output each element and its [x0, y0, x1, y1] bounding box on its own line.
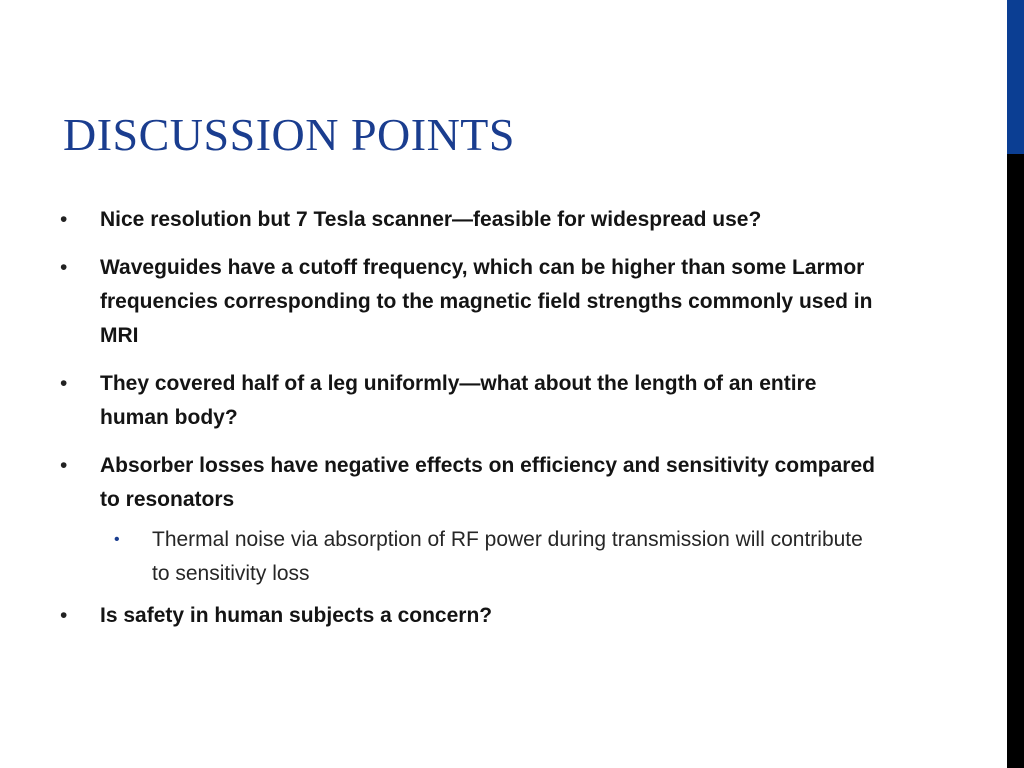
slide-title: DISCUSSION POINTS [63, 109, 515, 160]
bullet-item [60, 599, 890, 633]
bullet-text: Is safety in human subjects a concern? [100, 604, 493, 627]
sub-bullet-item [114, 523, 882, 591]
bullet-text: They covered half of a leg uniformly—what about the length of an entire human body? [100, 372, 817, 429]
bullet-dot-icon: • [60, 604, 68, 627]
bullet-text: Absorber losses have negative effects on efficiency and sensitivity compared to resonators [100, 454, 875, 511]
sub-bullet-text: Thermal noise via absorption of RF power during transmission will contribute to sensitivity loss [152, 528, 863, 585]
bullet-dot-icon: • [60, 372, 68, 395]
bullet-dot-icon: • [60, 208, 68, 231]
bullet-list [60, 203, 890, 647]
bullet-item [60, 251, 890, 353]
sub-bullet-dot-icon: • [114, 531, 120, 548]
accent-bar-blue [1007, 0, 1024, 154]
bullet-item [60, 203, 890, 237]
bullet-item [60, 367, 890, 435]
bullet-text: Waveguides have a cutoff frequency, which can be higher than some Larmor frequencies corresponding to the magnetic field strengths commonly used in MRI [100, 256, 873, 347]
bullet-dot-icon: • [60, 256, 68, 279]
bullet-item [60, 449, 890, 517]
bullet-text: Nice resolution but 7 Tesla scanner—feasible for widespread use? [100, 208, 762, 231]
bullet-dot-icon: • [60, 454, 68, 477]
accent-bar-black [1007, 154, 1024, 768]
